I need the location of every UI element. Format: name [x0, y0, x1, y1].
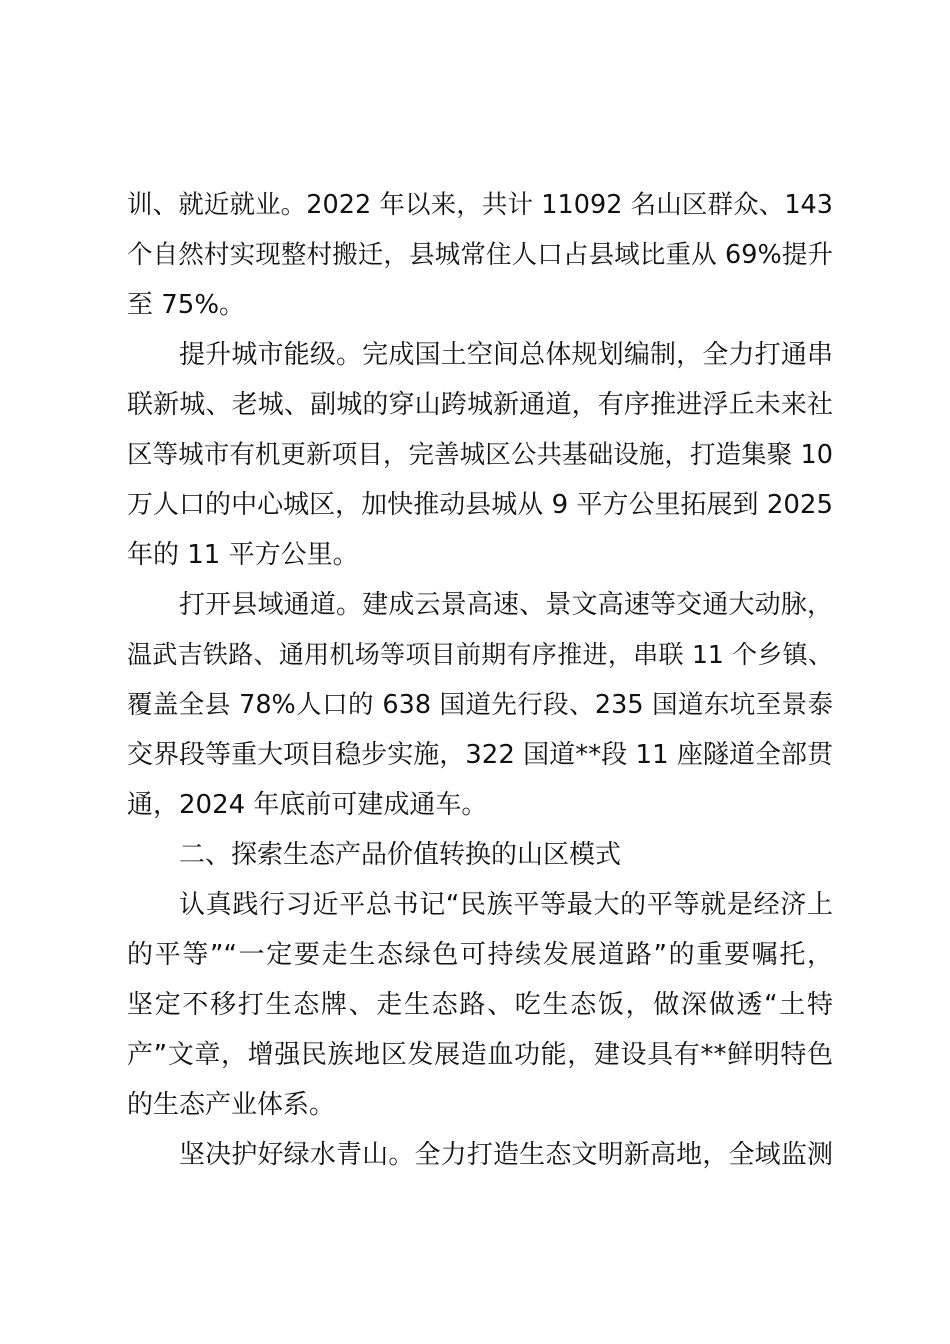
- text-line: 训、就近就业。2022 年以来，共计 11092 名山区群众、143: [127, 190, 833, 220]
- text-line: 个自然村实现整村搬迁，县城常住人口占县域比重从 69%提升: [127, 240, 833, 270]
- text-line: 万人口的中心城区，加快推动县城从 9 平方公里拓展到 2025: [127, 490, 833, 520]
- text-line: 交界段等重大项目稳步实施，322 国道**段 11 座隧道全部贯: [127, 740, 833, 770]
- text-line: 的平等”“一定要走生态绿色可持续发展道路”的重要嘱托，: [127, 940, 833, 970]
- paragraph-heading-line: 打开县域通道。建成云景高速、景文高速等交通大动脉，: [179, 590, 833, 620]
- text-line: 覆盖全县 78%人口的 638 国道先行段、235 国道东坑至景泰: [127, 690, 833, 720]
- text-line: 认真践行习近平总书记“民族平等最大的平等就是经济上: [179, 890, 833, 920]
- text-line: 产”文章，增强民族地区发展造血功能，建设具有**鲜明特色: [127, 1040, 833, 1070]
- section-heading: 二、探索生态产品价值转换的山区模式: [179, 840, 622, 870]
- text-line: 坚定不移打生态牌、走生态路、吃生态饭，做深做透“土特: [127, 990, 833, 1020]
- paragraph-heading-line: 提升城市能级。完成国土空间总体规划编制，全力打通串: [179, 340, 833, 370]
- text-line: 的生态产业体系。: [127, 1090, 336, 1120]
- text-line: 年的 11 平方公里。: [127, 540, 359, 570]
- paragraph-heading-line: 坚决护好绿水青山。全力打造生态文明新高地，全域监测: [179, 1140, 833, 1170]
- text-line: 区等城市有机更新项目，完善城区公共基础设施，打造集聚 10: [127, 440, 833, 470]
- text-line: 至 75%。: [127, 290, 246, 320]
- text-line: 通，2024 年底前可建成通车。: [127, 790, 488, 820]
- text-line: 联新城、老城、副城的穿山跨城新通道，有序推进浮丘未来社: [127, 390, 833, 420]
- text-line: 温武吉铁路、通用机场等项目前期有序推进，串联 11 个乡镇、: [127, 640, 833, 669]
